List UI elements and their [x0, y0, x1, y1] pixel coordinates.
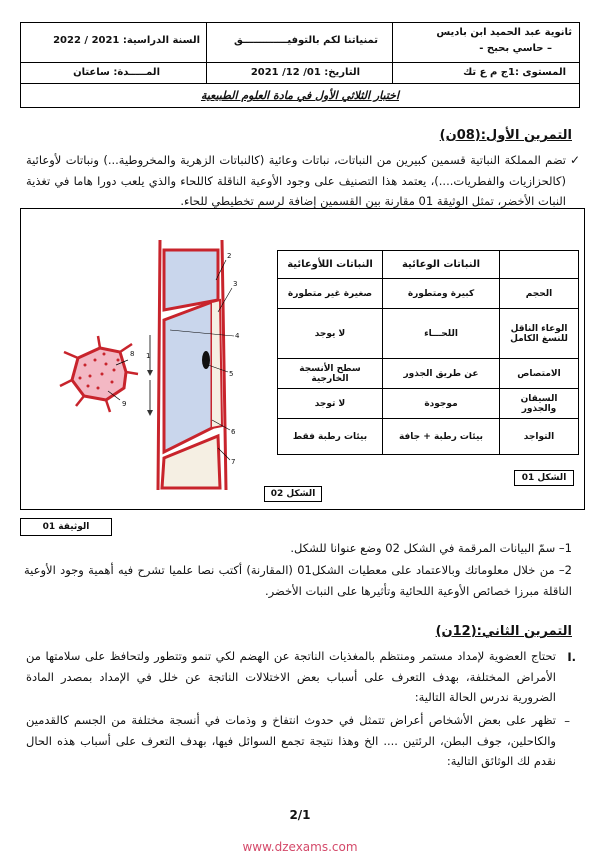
roman-numeral: I. — [567, 650, 576, 664]
document-label: الوثيقة 01 — [20, 518, 112, 536]
table-row — [278, 359, 579, 389]
table-row — [278, 309, 579, 359]
exercise2-paragraph-2: تظهر على بعض الأشخاص أعراض تتمثل في حدوث انتفاخ و وذمات في أنسجة مختلفة من الجسم كالقدمين والكاحلين، جوف البطن، الرئتين .... الخ وهذا نتيجة تجمع السوائل فيها، بهدف التعرف على أسباب هذه الحال نقدم لك الوثائق التالية: — [26, 713, 556, 768]
table-cell: بيئات رطبة فقط — [278, 419, 383, 455]
exam-title: اختبار الثلاثي الأول في مادة العلوم الطبيعية — [200, 89, 400, 102]
table-cell: عن طريق الجذور — [383, 359, 500, 389]
table-cell: الامتصاص — [500, 359, 579, 389]
page-number: 2/1 — [289, 808, 311, 822]
table-cell: سطح الأنسجة الخارجية — [278, 359, 383, 389]
sieve-tube-longitudinal — [147, 240, 234, 490]
table-cell: كبيرة ومتطورة — [383, 279, 500, 309]
diagram-number: 3 — [233, 280, 238, 288]
exercise1-intro: تضم المملكة النباتية قسمين كبيرين من النباتات، نباتات وعائية (كالنباتات الزهرية والمخروطية...) ونباتات لأوعائية (كالحزازيات والفطريات....)، يعتمد هذا التصنيف على وجود الأوعية الناقلة كاللحاء والذي يلعب دورا هاما في تغذية النبات الأخضر، تمثل الوثيقة 01 مقارنة بين القسمين إضافة لرسم تخطيطي للحاء. — [26, 153, 566, 208]
table-cell: الحجم — [500, 279, 579, 309]
table-cell: صغيرة غير متطورة — [278, 279, 383, 309]
school-city: – حاسي بحبح - — [479, 43, 552, 54]
diagram-number: 1 — [146, 352, 151, 360]
diagram-number: 8 — [130, 350, 135, 358]
phloem-diagram — [40, 240, 265, 490]
table-cell: التواجد — [500, 419, 579, 455]
slogan: تمنياتنا لكم بالتوفيـــــــــــــق — [233, 35, 378, 46]
exercise2-paragraph-1: تحتاج العضوية لإمداد مستمر ومنتظم بالمغذيات الناتجة عن الهضم لكي تنمو وتتطور ولتحافظ على سلامتها من الأمراض المختلفة، بهدف التعرف على أسباب بعض الاختلالات الناتجة عن خلل في الإمداد بمصدر المادة الضرورية ندرس الحالة التالية: — [26, 649, 556, 704]
table-cell: موجودة — [383, 389, 500, 419]
diagram-number: 6 — [231, 428, 236, 436]
header-vline-1 — [206, 22, 207, 83]
diagram-number: 5 — [229, 370, 234, 378]
table-cell: اللحـــاء — [383, 309, 500, 359]
bullet-dash: – — [564, 714, 570, 728]
table-header-empty — [500, 251, 579, 279]
table-cell: لا يوجد — [278, 309, 383, 359]
comparison-table — [277, 250, 579, 455]
header-divider-1 — [20, 62, 580, 63]
question-1: 1– سمّ البيانات المرقمة في الشكل 02 وضع عنوانا للشكل. — [290, 541, 572, 555]
school-name: ثانوية عبد الحميد ابن باديس — [436, 27, 572, 38]
diagram-number: 9 — [122, 400, 127, 408]
diagram-number: 2 — [227, 252, 232, 260]
table-cell: الوعاء الناقل للنسغ الكامل — [500, 309, 579, 359]
figure1-label: الشكل 01 — [514, 470, 574, 486]
table-cell: السيقان والجذور — [500, 389, 579, 419]
figure2-label: الشكل 02 — [264, 486, 322, 502]
table-cell: بيئات رطبة + جافة — [383, 419, 500, 455]
diagram-number: 4 — [235, 332, 240, 340]
header-vline-2 — [392, 22, 393, 83]
diagram-number: 7 — [231, 458, 236, 466]
table-row — [278, 279, 579, 309]
level: المستوى :1ج م ع تك — [463, 67, 566, 78]
table-row — [278, 419, 579, 455]
watermark-site: www.dzexams.com — [242, 840, 358, 854]
question-2: 2– من خلال معلوماتك وبالاعتماد على معطيات الشكل01 (المقارنة) أكتب نصا علميا تشرح فيه أهمية وجود الأوعية الناقلة مبرزا خصائص الأوعية اللحائية وتأثيرها على النبات الأخضر. — [24, 563, 572, 598]
header-divider-2 — [20, 83, 580, 84]
table-header: النباتات اللأوعائية — [278, 251, 383, 279]
check-icon: ✓ — [569, 153, 580, 167]
table-row — [278, 389, 579, 419]
exercise2-title: التمرين الثاني:(12ن) — [435, 624, 572, 639]
exam-date: التاريخ: 01/ 12/ 2021 — [250, 67, 360, 78]
exam-duration: المـــــدة: ساعتان — [73, 67, 160, 78]
exercise1-title: التمرين الأول:(08ن) — [439, 128, 572, 143]
table-header: النباتات الوعائية — [383, 251, 500, 279]
table-cell: لا توجد — [278, 389, 383, 419]
school-year: السنة الدراسية: 2021 / 2022 — [53, 35, 200, 46]
